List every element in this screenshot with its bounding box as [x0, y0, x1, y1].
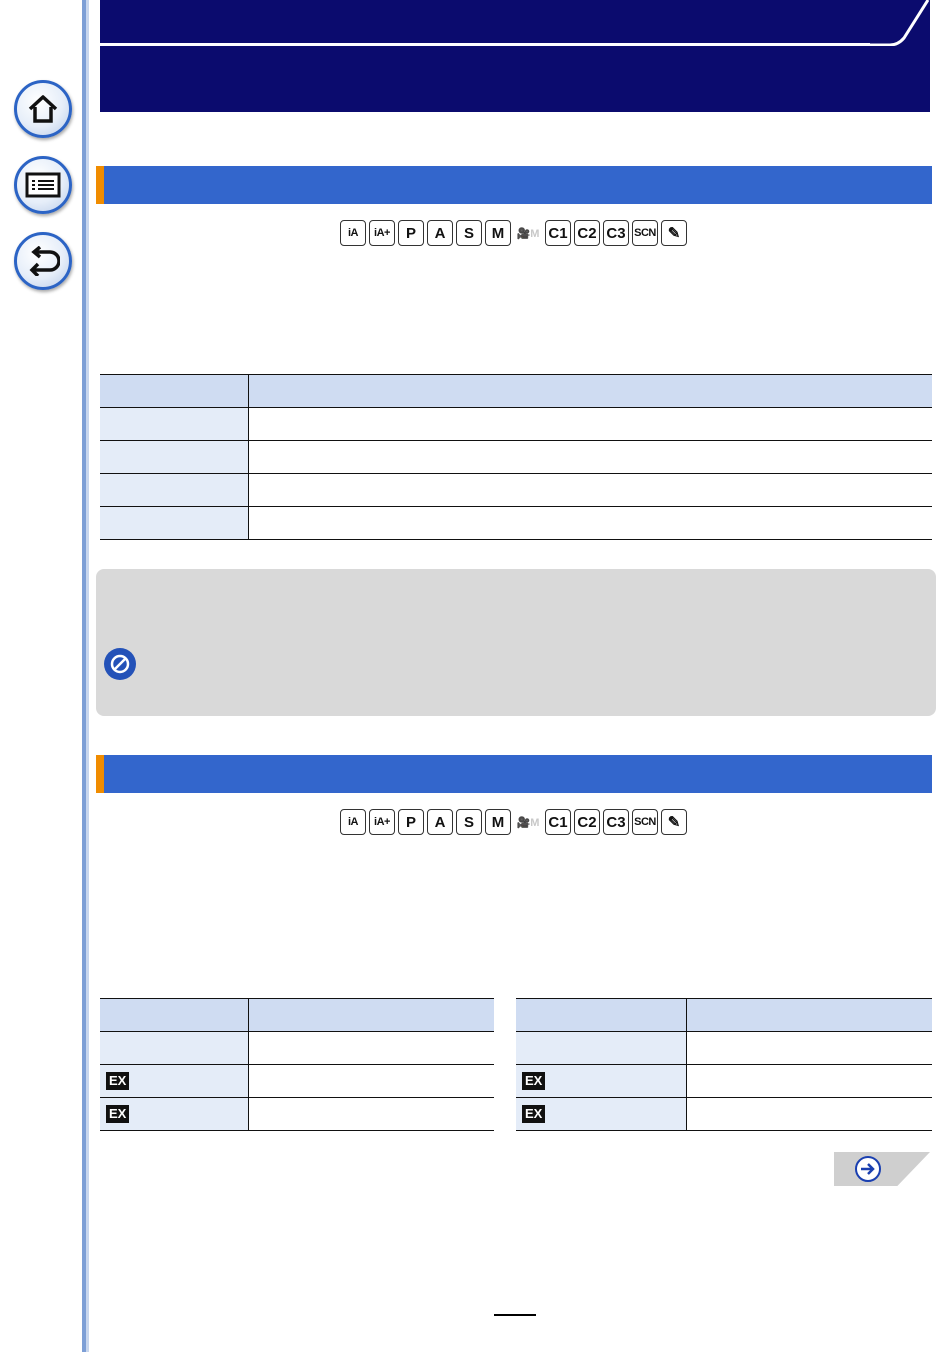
mode-ia-icon: iA — [340, 809, 366, 835]
table-row — [100, 441, 932, 474]
mode-c3-icon: C3 — [603, 220, 629, 246]
home-icon — [26, 93, 60, 125]
contents-button[interactable] — [14, 156, 72, 214]
settings-table-2-right — [516, 998, 932, 1131]
table-header-row — [100, 375, 932, 408]
table-cell — [516, 1032, 687, 1065]
section-header-1 — [96, 166, 932, 204]
table-row — [100, 1065, 494, 1098]
table-cell — [687, 1098, 933, 1131]
mode-p-icon: P — [398, 220, 424, 246]
mode-a-icon: A — [427, 220, 453, 246]
ex-badge: EX — [106, 1105, 129, 1123]
mode-p-icon: P — [398, 809, 424, 835]
applicable-modes-2 — [340, 808, 687, 836]
home-button[interactable] — [14, 80, 72, 138]
table-cell — [100, 1065, 249, 1098]
table-cell — [516, 999, 687, 1032]
page-number-rule — [494, 1314, 536, 1316]
mode-scn-icon: SCN — [632, 220, 658, 246]
arrow-right-icon[interactable] — [855, 1156, 881, 1182]
mode-c2-icon: C2 — [574, 220, 600, 246]
ex-badge: EX — [106, 1072, 129, 1090]
table-cell — [249, 408, 933, 441]
mode-c1-icon: C1 — [545, 809, 571, 835]
table-cell — [249, 375, 933, 408]
mode-m-icon: M — [485, 809, 511, 835]
table-row — [100, 474, 932, 507]
mode-m-icon: M — [485, 220, 511, 246]
table-cell — [249, 1098, 495, 1131]
table-cell — [100, 375, 249, 408]
mode-s-icon: S — [456, 809, 482, 835]
table-cell — [687, 999, 933, 1032]
table-row — [100, 1032, 494, 1065]
table-cell — [516, 1098, 687, 1131]
table-cell — [249, 1065, 495, 1098]
table-cell — [249, 441, 933, 474]
mode-a-icon: A — [427, 809, 453, 835]
table-cell — [100, 999, 249, 1032]
mode-ia-plus-icon: iA+ — [369, 220, 395, 246]
note-box — [96, 569, 936, 716]
section-header-2 — [96, 755, 932, 793]
table-header-row — [516, 999, 932, 1032]
mode-c2-icon: C2 — [574, 809, 600, 835]
settings-table-2-left — [100, 998, 494, 1131]
navigation-rail — [0, 0, 86, 1352]
mode-ia-icon: iA — [340, 220, 366, 246]
rail-divider-light — [86, 0, 89, 1352]
table-cell — [249, 1032, 495, 1065]
mode-movie-icon: 🎥M — [514, 220, 542, 246]
mode-ia-plus-icon: iA+ — [369, 809, 395, 835]
table-cell — [249, 999, 495, 1032]
table-row — [516, 1098, 932, 1131]
table-row — [100, 1098, 494, 1131]
back-button[interactable] — [14, 232, 72, 290]
applicable-modes-1 — [340, 219, 687, 247]
mode-movie-icon: 🎥M — [514, 809, 542, 835]
table-row — [100, 408, 932, 441]
mode-s-icon: S — [456, 220, 482, 246]
table-cell — [100, 507, 249, 540]
title-banner — [100, 46, 930, 112]
table-cell — [100, 441, 249, 474]
table-cell — [100, 1098, 249, 1131]
mode-creative-icon: ✎ — [661, 220, 687, 246]
continue-tab[interactable] — [834, 1152, 930, 1186]
mode-c3-icon: C3 — [603, 809, 629, 835]
table-cell — [100, 408, 249, 441]
return-icon — [26, 246, 60, 276]
ex-badge: EX — [522, 1072, 545, 1090]
table-row — [100, 507, 932, 540]
ex-badge: EX — [522, 1105, 545, 1123]
mode-scn-icon: SCN — [632, 809, 658, 835]
not-available-icon — [104, 648, 136, 680]
table-cell — [687, 1065, 933, 1098]
settings-table-1 — [100, 374, 932, 540]
table-cell — [100, 474, 249, 507]
table-cell — [687, 1032, 933, 1065]
banner-corner — [870, 0, 930, 50]
table-cell — [249, 507, 933, 540]
title-banner-top — [100, 0, 930, 44]
table-header-row — [100, 999, 494, 1032]
table-row — [516, 1032, 932, 1065]
table-cell — [249, 474, 933, 507]
table-cell — [100, 1032, 249, 1065]
table-cell — [516, 1065, 687, 1098]
table-row — [516, 1065, 932, 1098]
mode-creative-icon: ✎ — [661, 809, 687, 835]
mode-c1-icon: C1 — [545, 220, 571, 246]
list-icon — [25, 172, 61, 198]
